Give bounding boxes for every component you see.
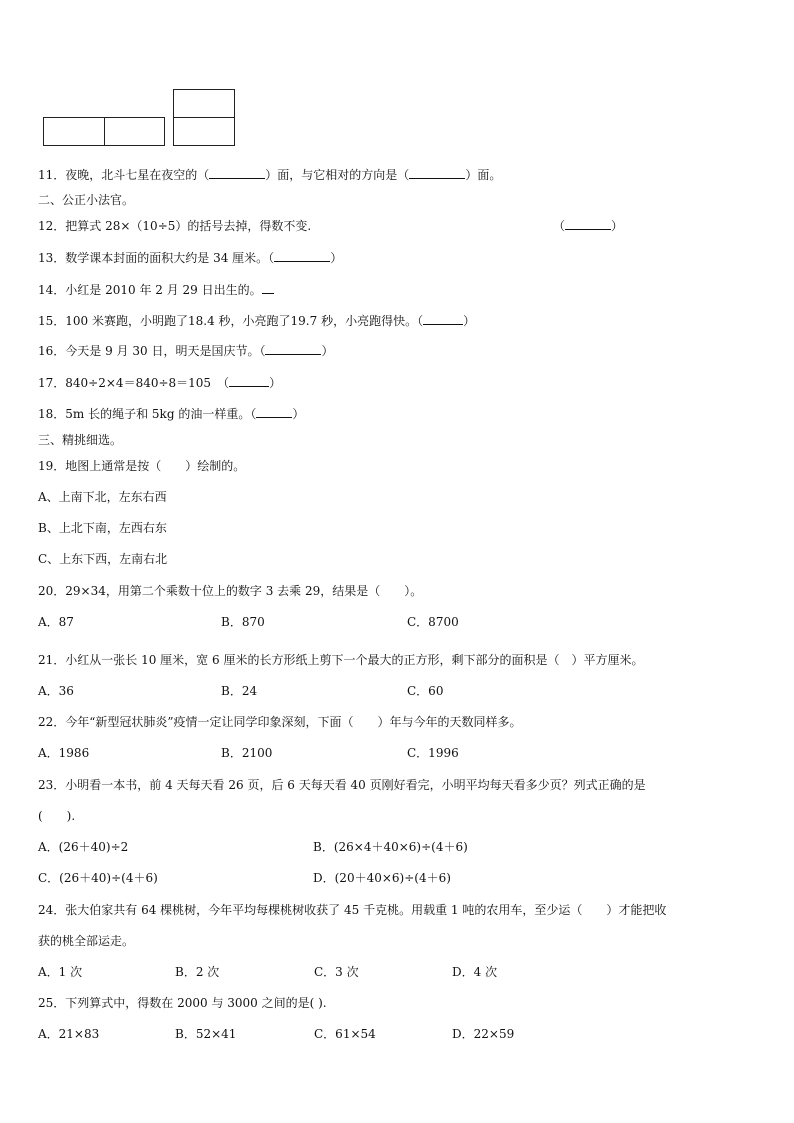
square-cell xyxy=(104,117,165,146)
option-c[interactable]: C．61×54 xyxy=(314,1027,376,1041)
question-text: 地图上通常是按（ ）绘制的。 xyxy=(65,459,246,473)
question-12 xyxy=(38,218,311,234)
paren-close: ） xyxy=(463,314,476,328)
question-23 xyxy=(38,777,646,793)
option-b[interactable]: B．870 xyxy=(221,615,265,629)
question-24 xyxy=(38,902,666,918)
question-21 xyxy=(38,652,643,668)
answer-blank[interactable] xyxy=(229,375,269,387)
question-text: 小红是 2010 年 2 月 29 日出生的。 xyxy=(65,283,262,297)
option-a[interactable]: A．1986 xyxy=(38,746,90,760)
paren-close: ） xyxy=(292,407,305,421)
question-number: 13． xyxy=(38,251,66,265)
question-text: 把算式 28×（10÷5）的括号去掉，得数不变. xyxy=(65,219,312,233)
option-d[interactable]: D．22×59 xyxy=(452,1027,515,1041)
question-text: 5m 长的绳子和 5kg 的油一样重。（ xyxy=(65,407,257,421)
question-text: 夜晚，北斗七星在夜空的（ xyxy=(65,168,210,182)
paren-close: ） xyxy=(611,219,624,233)
question-22 xyxy=(38,714,522,730)
question-text: 小明看一本书，前 4 天每天看 26 页，后 6 天每天看 40 页刚好看完，小明平均每天看多少页？列式正确的是 xyxy=(65,778,646,792)
option-b[interactable]: B．24 xyxy=(221,684,258,698)
question-text: 下列算式中，得数在 2000 与 3000 之间的是( ). xyxy=(65,996,327,1010)
question-text: 今天是 9 月 30 日，明天是国庆节。（ xyxy=(65,344,266,358)
option-a[interactable]: A．1 次 xyxy=(38,965,83,979)
section-heading-3: 三、精挑细选。 xyxy=(38,433,123,447)
question-17 xyxy=(38,375,281,391)
question-14 xyxy=(38,282,274,298)
option-b[interactable]: B．52×41 xyxy=(175,1027,237,1041)
option-c[interactable]: C．1996 xyxy=(407,746,459,760)
answer-blank[interactable] xyxy=(265,343,321,355)
section-heading-2: 二、公正小法官。 xyxy=(38,193,135,207)
option-b[interactable]: B．(26×4＋40×6)÷(4＋6) xyxy=(313,840,468,854)
option-a[interactable]: A．36 xyxy=(38,684,74,698)
squares-figure xyxy=(0,0,794,160)
answer-blank[interactable] xyxy=(262,282,274,294)
paren-close: ） xyxy=(321,344,334,358)
option-a[interactable]: A、上南下北，左东右西 xyxy=(38,490,167,504)
question-text: 29×34，用第二个乘数十位上的数字 3 去乘 29，结果是（ ）。 xyxy=(65,584,423,598)
square-cell xyxy=(43,117,105,146)
question-16 xyxy=(38,343,333,359)
question-text: 张大伯家共有 64 棵桃树，今年平均每棵桃树收获了 45 千克桃。用载重 1 吨的农用车，至少运（ ）才能把收 xyxy=(65,903,667,917)
answer-blank[interactable] xyxy=(274,250,330,262)
option-c[interactable]: C．8700 xyxy=(407,615,459,629)
paren-open: （ xyxy=(553,219,566,233)
question-12-answer xyxy=(553,218,623,234)
question-15 xyxy=(38,313,475,329)
option-b[interactable]: B、上北下南，左西右东 xyxy=(38,521,167,535)
question-text: 100 米赛跑，小明跑了18.4 秒，小亮跑了19.7 秒，小亮跑得快。（ xyxy=(65,314,424,328)
question-13 xyxy=(38,250,342,266)
question-25 xyxy=(38,995,327,1011)
answer-blank[interactable] xyxy=(423,313,463,325)
question-number: 16． xyxy=(38,344,66,358)
option-c[interactable]: C．3 次 xyxy=(314,965,359,979)
option-a[interactable]: A．(26＋40)÷2 xyxy=(38,840,129,854)
question-number: 12． xyxy=(38,219,66,233)
question-number: 24． xyxy=(38,903,66,917)
option-c[interactable]: C．(26＋40)÷(4＋6) xyxy=(38,871,158,885)
option-a[interactable]: A．21×83 xyxy=(38,1027,100,1041)
question-text: 840÷2×4＝840÷8＝105 （ xyxy=(65,376,230,390)
answer-blank[interactable] xyxy=(256,406,292,418)
question-number: 14． xyxy=(38,283,66,297)
question-20 xyxy=(38,583,422,599)
answer-blank[interactable] xyxy=(209,167,265,179)
question-number: 17． xyxy=(38,376,66,390)
square-cell xyxy=(173,89,235,118)
question-number: 22． xyxy=(38,715,66,729)
paren-close: ） xyxy=(269,376,282,390)
option-a[interactable]: A．87 xyxy=(38,615,74,629)
question-18 xyxy=(38,406,304,422)
question-text: 数学课本封面的面积大约是 34 厘米。（ xyxy=(65,251,275,265)
question-number: 15． xyxy=(38,314,66,328)
question-number: 25． xyxy=(38,996,66,1010)
paren-close: ） xyxy=(330,251,343,265)
question-number: 20． xyxy=(38,584,66,598)
question-number: 19． xyxy=(38,459,66,473)
question-number: 21． xyxy=(38,653,66,667)
question-number: 11． xyxy=(38,168,66,182)
option-d[interactable]: D．(20＋40×6)÷(4＋6) xyxy=(313,871,451,885)
question-number: 18． xyxy=(38,407,66,421)
question-text: ）面，与它相对的方向是（ xyxy=(265,168,410,182)
option-c[interactable]: C、上东下西，左南右北 xyxy=(38,552,168,566)
square-cell xyxy=(173,117,235,146)
question-24-continued: 获的桃全部运走。 xyxy=(38,934,135,948)
question-19 xyxy=(38,458,245,474)
question-text: 今年“新型冠状肺炎”疫情一定让同学印象深刻，下面（ ）年与今年的天数同样多。 xyxy=(65,715,522,729)
question-number: 23． xyxy=(38,778,66,792)
question-11 xyxy=(38,167,501,183)
answer-blank[interactable] xyxy=(565,218,611,230)
option-b[interactable]: B．2100 xyxy=(221,746,273,760)
question-23-continued: ( ). xyxy=(38,809,76,823)
option-c[interactable]: C．60 xyxy=(407,684,444,698)
question-text: 小红从一张长 10 厘米，宽 6 厘米的长方形纸上剪下一个最大的正方形，剩下部分的面积是（ ）平方厘米。 xyxy=(65,653,644,667)
answer-blank[interactable] xyxy=(409,167,465,179)
option-d[interactable]: D．4 次 xyxy=(452,965,498,979)
option-b[interactable]: B．2 次 xyxy=(175,965,220,979)
question-text: ）面。 xyxy=(465,168,502,182)
